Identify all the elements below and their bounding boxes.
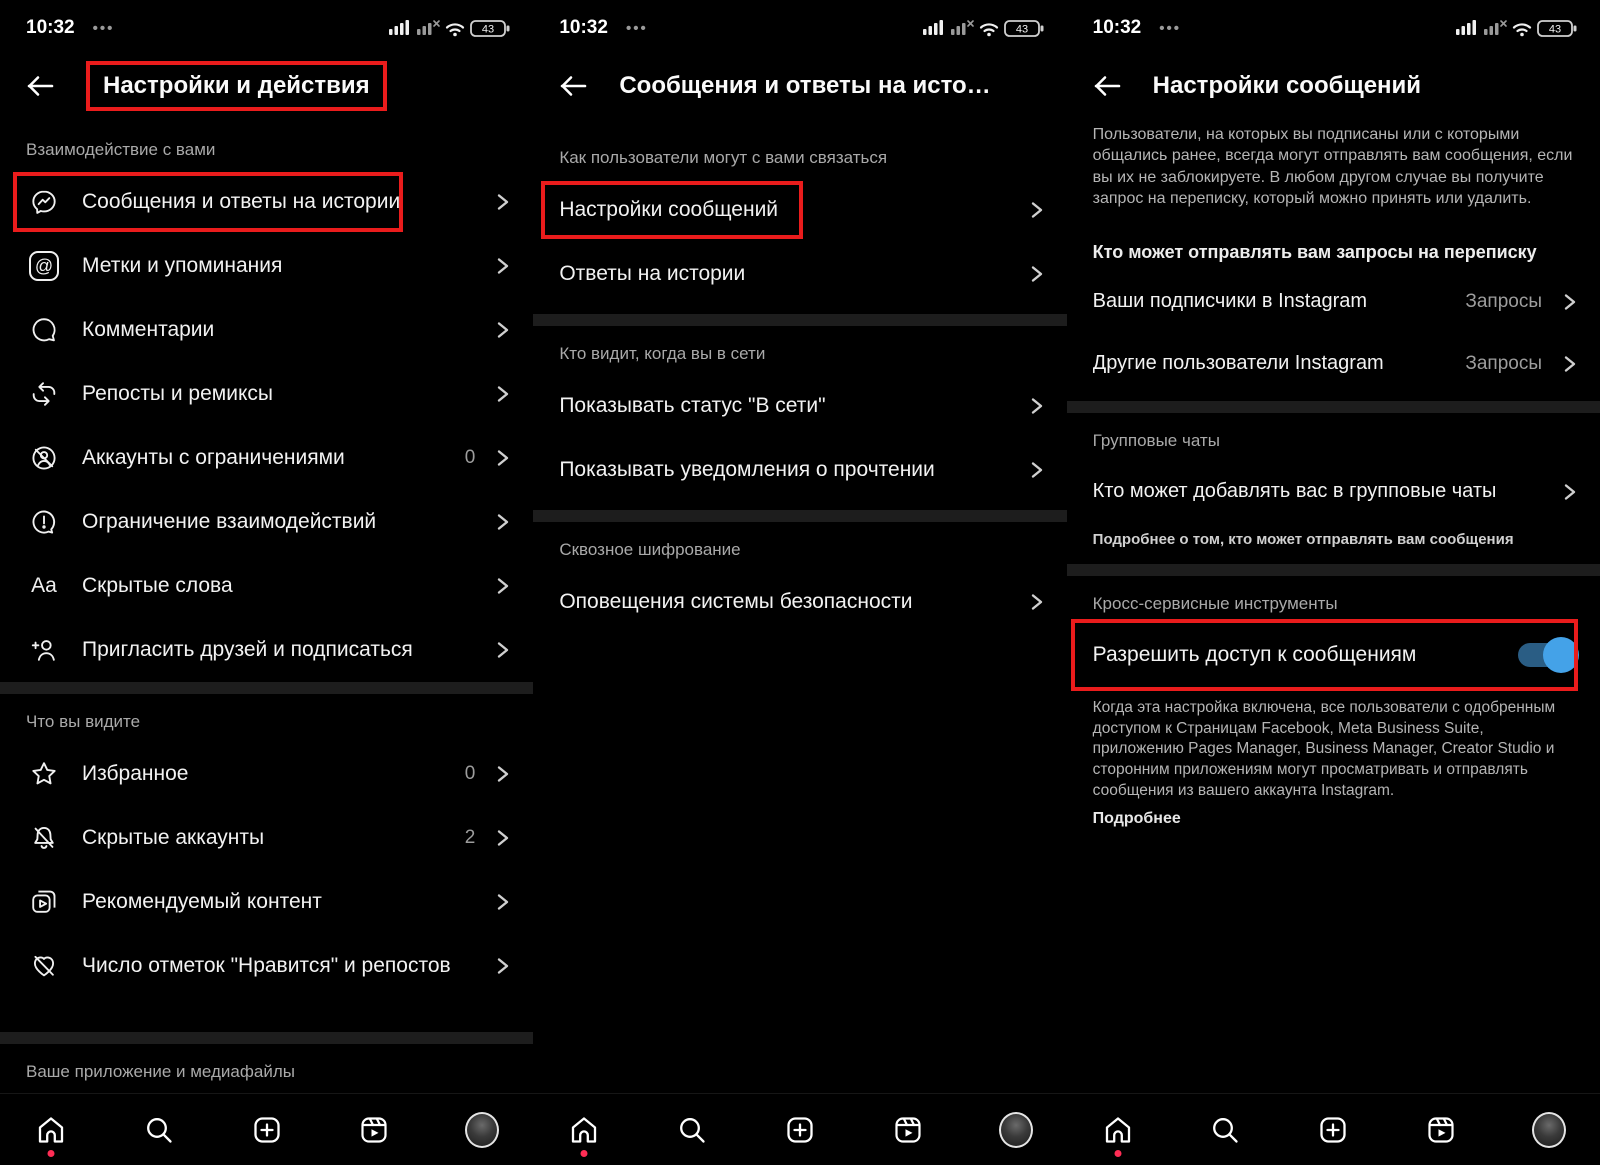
section-divider <box>0 1032 533 1044</box>
allow-message-access-toggle[interactable] <box>1518 643 1576 667</box>
search-icon[interactable] <box>675 1113 709 1147</box>
menu-item-comments[interactable] <box>0 298 533 362</box>
menu-item-label: Комментарии <box>82 318 215 341</box>
battery-level: 43 <box>482 23 495 36</box>
profile-avatar[interactable] <box>465 1113 499 1147</box>
battery-level: 43 <box>1015 23 1028 36</box>
chevron-right-icon <box>1025 591 1047 613</box>
menu-item-restricted-accounts[interactable] <box>0 426 533 490</box>
menu-item-label: Метки и упоминания <box>82 254 283 277</box>
item-count: 0 <box>464 763 476 784</box>
home-badge-dot <box>581 1150 588 1157</box>
chevron-right-icon <box>1025 459 1047 481</box>
home-icon[interactable] <box>567 1113 601 1147</box>
search-icon[interactable] <box>1208 1113 1242 1147</box>
create-icon[interactable] <box>783 1113 817 1147</box>
chevron-right-icon <box>1025 395 1047 417</box>
hidden-words-icon: Aa <box>31 574 57 597</box>
chevron-right-icon <box>491 191 513 213</box>
at-icon: @ <box>26 251 62 281</box>
section-header: Групповые чаты <box>1092 430 1220 450</box>
panel-settings-and-actions <box>0 0 533 1165</box>
menu-item-label: Избранное <box>82 762 189 785</box>
toggle-row-allow-message-access[interactable] <box>1067 624 1600 686</box>
item-count: 0 <box>464 447 476 468</box>
section-divider <box>1067 564 1600 576</box>
profile-avatar[interactable] <box>1532 1113 1566 1147</box>
home-icon[interactable] <box>34 1113 68 1147</box>
reels-icon[interactable] <box>1424 1113 1458 1147</box>
more-link[interactable]: Подробнее <box>1092 809 1181 827</box>
panel-message-settings <box>1067 0 1600 1165</box>
menu-item-suggested-content[interactable] <box>0 870 533 934</box>
menu-item-label: Настройки сообщений <box>559 198 779 221</box>
menu-item-muted-accounts[interactable] <box>0 806 533 870</box>
clock: 10:32 <box>559 17 608 38</box>
comment-icon <box>26 315 62 345</box>
menu-item-label: Ответы на истории <box>559 262 746 285</box>
menu-item-label: Аккаунты с ограничениями <box>82 446 345 469</box>
status-bar <box>0 0 533 46</box>
home-badge-dot <box>48 1150 55 1157</box>
menu-item-invite-friends[interactable] <box>0 618 533 682</box>
menu-item-other-users[interactable] <box>1067 333 1600 395</box>
item-value: Запросы <box>1465 352 1542 374</box>
item-value: Запросы <box>1465 290 1542 312</box>
chevron-right-icon <box>491 827 513 849</box>
chevron-right-icon <box>491 255 513 277</box>
menu-item-tags-mentions[interactable] <box>0 234 533 298</box>
toggle-knob <box>1543 637 1579 673</box>
menu-item-story-replies[interactable] <box>533 242 1066 306</box>
page-title: Настройки сообщений <box>1152 72 1422 99</box>
notification-dots: ••• <box>625 19 648 37</box>
create-icon[interactable] <box>250 1113 284 1147</box>
chevron-right-icon <box>491 639 513 661</box>
back-arrow-icon[interactable] <box>557 70 589 102</box>
learn-more-link[interactable]: Подробнее о том, кто может отправлять вам сообщения <box>1092 530 1514 548</box>
status-icons <box>1456 17 1580 39</box>
notification-dots: ••• <box>92 19 115 37</box>
chevron-right-icon <box>491 383 513 405</box>
chevron-right-icon <box>491 763 513 785</box>
menu-item-message-settings[interactable] <box>533 178 1066 242</box>
menu-item-label: Сообщения и ответы на истории <box>82 190 401 213</box>
menu-item-label: Ваши подписчики в Instagram <box>1092 290 1368 313</box>
hidden-likes-icon <box>26 951 62 981</box>
toggle-label: Разрешить доступ к сообщениям <box>1092 642 1417 666</box>
menu-item-reposts-remixes[interactable] <box>0 362 533 426</box>
chevron-right-icon <box>491 955 513 977</box>
menu-item-label: Репосты и ремиксы <box>82 382 273 405</box>
menu-item-limit-interactions[interactable] <box>0 490 533 554</box>
status-icons <box>389 17 513 39</box>
bottom-nav-bar <box>533 1093 1066 1165</box>
menu-item-your-followers[interactable] <box>1067 271 1600 333</box>
star-icon <box>26 759 62 789</box>
chevron-right-icon <box>491 447 513 469</box>
back-arrow-icon[interactable] <box>24 70 56 102</box>
chevron-right-icon <box>1025 199 1047 221</box>
menu-item-label: Показывать уведомления о прочтении <box>559 458 935 481</box>
bottom-nav-bar <box>1067 1093 1600 1165</box>
menu-item-label: Скрытые аккаунты <box>82 826 265 849</box>
menu-item-read-receipts[interactable] <box>533 438 1066 502</box>
back-arrow-icon[interactable] <box>1091 70 1123 102</box>
status-bar <box>1067 0 1600 46</box>
menu-item-label: Пригласить друзей и подписаться <box>82 638 413 661</box>
menu-item-group-chats[interactable] <box>1067 461 1600 523</box>
chevron-right-icon <box>491 511 513 533</box>
create-icon[interactable] <box>1316 1113 1350 1147</box>
menu-item-favorites[interactable] <box>0 742 533 806</box>
menu-item-activity-status[interactable] <box>533 374 1066 438</box>
section-divider <box>0 682 533 694</box>
muted-accounts-icon <box>26 823 62 853</box>
notification-dots: ••• <box>1159 19 1182 37</box>
chevron-right-icon <box>1558 291 1580 313</box>
intro-text: Пользователи, на которых вы подписаны или с которыми общались ранее, всегда могут отправлять вам сообщения, если вы их не заблокируете. В любом другом случае вы получите запрос на переписку, который можно принять или удалить. <box>1092 126 1573 208</box>
menu-item-label: Оповещения системы безопасности <box>559 590 913 613</box>
section-divider <box>533 314 1066 326</box>
battery-level: 43 <box>1548 23 1562 36</box>
item-count: 2 <box>464 827 476 848</box>
chevron-right-icon <box>1558 481 1580 503</box>
menu-item-label: Показывать статус "В сети" <box>559 394 826 417</box>
home-icon[interactable] <box>1101 1113 1135 1147</box>
section-divider <box>533 510 1066 522</box>
status-bar <box>533 0 1066 46</box>
chevron-right-icon <box>1558 353 1580 375</box>
clock: 10:32 <box>26 17 75 38</box>
menu-item-like-repost-counts[interactable] <box>0 934 533 998</box>
section-header: Кросс-сервисные инструменты <box>1092 593 1338 613</box>
profile-avatar[interactable] <box>999 1113 1033 1147</box>
search-icon[interactable] <box>142 1113 176 1147</box>
messenger-icon <box>26 187 62 217</box>
section-header: Кто видит, когда вы в сети <box>559 344 766 363</box>
toggle-description: Когда эта настройка включена, все пользователи с одобренным доступом к Страницам Facebook, Meta Business Suite, приложению Pages Manager, Business Manager, Creator Studio и сторонним приложениям могут просматривать и отправлять сообщения из вашего аккаунта Instagram. <box>1092 698 1556 799</box>
home-badge-dot <box>1114 1150 1121 1157</box>
menu-item-security-alerts[interactable] <box>533 570 1066 634</box>
clock: 10:32 <box>1092 17 1142 38</box>
section-header: Что вы видите <box>26 712 141 731</box>
reels-icon[interactable] <box>357 1113 391 1147</box>
bottom-nav-bar <box>0 1093 533 1165</box>
page-title: Настройки и действия <box>86 61 387 111</box>
chevron-right-icon <box>1025 263 1047 285</box>
menu-item-hidden-words[interactable] <box>0 554 533 618</box>
chevron-right-icon <box>491 891 513 913</box>
chevron-right-icon <box>491 319 513 341</box>
section-header: Взаимодействие с вами <box>26 140 216 159</box>
limit-interactions-icon <box>26 507 62 537</box>
page-title: Сообщения и ответы на исто… <box>619 72 991 99</box>
section-header: Как пользователи могут с вами связаться <box>559 148 888 167</box>
status-icons <box>923 17 1047 39</box>
menu-item-label: Рекомендуемый контент <box>82 890 322 913</box>
menu-item-label: Кто может добавлять вас в групповые чаты <box>1092 480 1497 503</box>
section-header: Ваше приложение и медиафайлы <box>26 1062 295 1081</box>
section-header: Сквозное шифрование <box>559 540 741 559</box>
menu-item-label: Другие пользователи Instagram <box>1092 352 1384 375</box>
panel-messages-story-replies <box>533 0 1066 1165</box>
repost-icon <box>26 379 62 409</box>
reels-icon[interactable] <box>891 1113 925 1147</box>
chevron-right-icon <box>491 575 513 597</box>
restricted-accounts-icon <box>26 443 62 473</box>
menu-item-messages-story-replies[interactable] <box>0 170 533 234</box>
section-divider <box>1067 401 1600 413</box>
section-header: Кто может отправлять вам запросы на переписку <box>1092 241 1537 262</box>
invite-friends-icon <box>26 635 62 665</box>
menu-item-label: Ограничение взаимодействий <box>82 510 377 533</box>
menu-item-label: Число отметок "Нравится" и репостов <box>82 954 451 977</box>
menu-item-label: Скрытые слова <box>82 574 233 597</box>
suggested-content-icon <box>26 887 62 917</box>
